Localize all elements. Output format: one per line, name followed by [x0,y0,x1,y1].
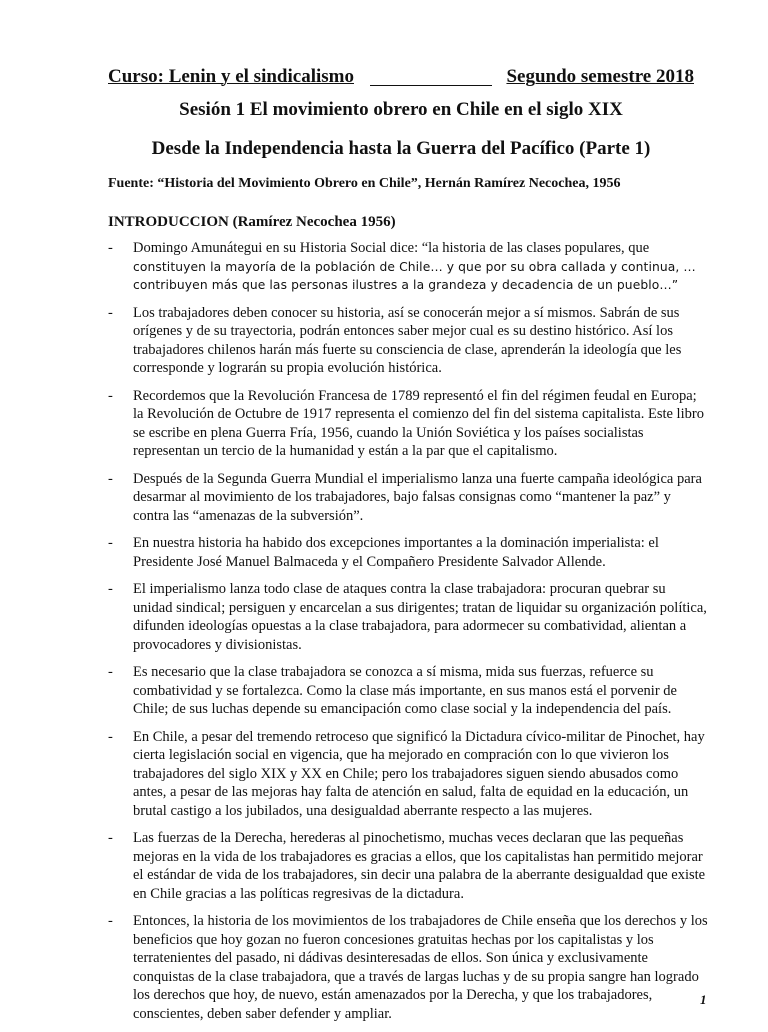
list-item-text: Entonces, la historia de los movimientos de los trabajadores de Chile enseña que los derechos y los beneficios que hoy gozan no fueron concesiones gratuitas hechas por los capitalistas y los terratenientes del pasado, ni dádivas desinteresadas de ellos. Son única y exclusivamente conquistas de la clase trabajadora, que a través de largas luchas y de su propia sangre han logrado los derechos que hoy, de nuevo, están amenazados por la Derecha, y que los trabajadores, conscientes, deben saber defender y ampliar. [133,913,708,1022]
page-header [108,66,694,88]
intro-heading: INTRODUCCION (Ramírez Necochea 1956) [108,214,396,230]
list-item [108,304,708,378]
list-item-text: En nuestra historia ha habido dos excepciones importantes a la dominación imperialista: el Presidente José Manuel Balmaceda y el Compañero Presidente Salvador Allende. [133,535,659,570]
list-item-text: Las fuerzas de la Derecha, herederas al pinochetismo, muchas veces declaran que las pequeñas mejoras en la vida de los trabajadores es gracias a ellos, que los capitalistas han permitido mejorar el estándar de vida de los trabajadores, sin decir una palabra de la aberrante desigualdad que existe en Chile gracias a las políticas regresivas de la dictadura. [133,830,706,902]
bullet-dash: - [108,387,113,404]
bullet-dash: - [108,664,113,680]
list-item [108,912,708,1023]
list-item [108,534,708,571]
bullet-dash: - [108,581,113,597]
list-item-text: Después de la Segunda Guerra Mundial el imperialismo lanza una fuerte campaña ideológica para desarmar al movimiento de los trabajadores, bajo falsas consignas como “mantener la paz” y contra las “amenazas de la subversión”. [133,470,702,524]
bullet-list [108,239,708,1032]
list-item [108,829,708,903]
bullet-dash: - [108,913,113,929]
list-item-text: Es necesario que la clase trabajadora se conozca a sí misma, mida sus fuerzas, refuerce su combatividad y se fortalezca. Como la clase más importante, en sus manos está el porvenir de Chile; de sus luchas depende su emancipación como clase social y la independencia del país. [133,664,677,717]
list-item-line: constituyen la mayoría de la población de Chile… y que por su obra callada y continua, … [133,259,696,274]
list-item-text [133,239,709,295]
page-number: 1 [700,992,707,1007]
list-item [108,728,708,821]
list-item-text: El imperialismo lanza todo clase de ataques contra la clase trabajadora: procuran quebrar su unidad sindical; persiguen y encarcelan a sus dirigentes; tratan de liquidar su organización política, difunden ideologías opuestas a la clase trabajadora, para adormecer su combatividad, alientan a provocadores y divisionistas. [133,581,707,653]
list-item-line: contribuyen más que las personas ilustres a la grandeza y decadencia de un pueblo…” [133,278,679,292]
list-item [108,663,708,719]
bullet-dash: - [108,728,113,745]
list-item [108,387,708,461]
course-title: Curso: Lenin y el sindicalismo [108,66,354,87]
header-underline-fill [370,85,492,86]
list-item [108,239,708,295]
bullet-dash: - [108,535,113,551]
list-item-text: En Chile, a pesar del tremendo retroceso que significó la Dictadura cívico-militar de Pinochet, hay cierta legislación social en vigencia, que ha mejorado en compración con lo que vivieron los trabajadores del siglo XIX y XX en Chile; pero los trabajadores siguen siendo abusados como antes, a pesar de las mejoras hay falta de atención en salud, falta de equidad en la educación, un brutal castigo a los jubilados, una desigualdad aberrante respecto a las mujeres. [133,728,705,819]
bullet-dash: - [108,830,113,846]
bullet-dash: - [108,240,113,256]
session-title: Sesión 1 El movimiento obrero en Chile en el siglo XIX [179,99,623,120]
list-item-text: Los trabajadores deben conocer su historia, así se conocerán mejor a sí mismos. Sabrán de sus orígenes y de su trayectoria, podrán entonces saber mejor cual es su destino histórico. Así los trabajadores chilenos harán más fuerte su consciencia de clase, aprenderán la ideología que les corresponde y lograrán su propia evolución histórica. [133,304,682,376]
list-item [108,580,708,654]
session-subtitle: Desde la Independencia hasta la Guerra del Pacífico (Parte 1) [151,138,651,159]
semester-label: Segundo semestre 2018 [506,66,694,87]
bullet-dash: - [108,304,113,321]
list-item [108,470,708,526]
bullet-dash: - [108,470,113,487]
list-item-text: Recordemos que la Revolución Francesa de 1789 representó el fin del régimen feudal en Europa; la Revolución de Octubre de 1917 representa el comienzo del fin del sistema capitalista. Este libro se escribe en plena Guerra Fría, 1956, cuando la Unión Soviética y los países socialistas representan un tercio de la humanidad y están a la par que el capitalismo. [133,387,704,459]
list-item-line: Domingo Amunátegui en su Historia Social dice: “la historia de las clases populares, que [133,240,650,256]
source-citation: Fuente: “Historia del Movimiento Obrero en Chile”, Hernán Ramírez Necochea, 1956 [108,176,621,191]
